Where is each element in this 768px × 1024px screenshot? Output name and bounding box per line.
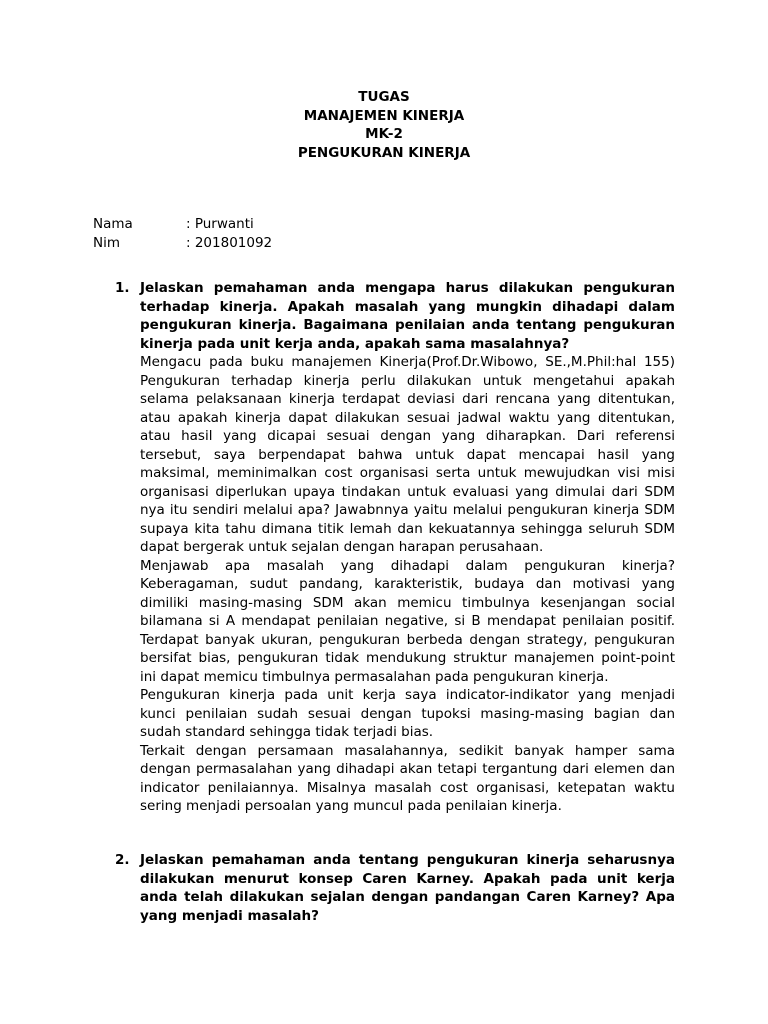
- nim-value: : 201801092: [186, 234, 273, 251]
- title-line-code: MK-2: [365, 126, 403, 142]
- answer-1: [140, 353, 675, 816]
- name-row: [93, 215, 272, 234]
- question-number: 1.: [115, 280, 130, 296]
- question-number: 2.: [115, 852, 130, 868]
- name-value: : Purwanti: [186, 216, 254, 232]
- question-1: [115, 279, 675, 816]
- title-line-course: MANAJEMEN KINERJA: [303, 107, 465, 124]
- nim-label: Nim: [93, 234, 120, 251]
- answer-paragraph: Mengacu pada buku manajemen Kinerja(Prof.Dr.Wibowo, SE.,M.Phil:hal 155) Pengukuran terhadap kinerja perlu dilakukan untuk mengetahui apakah selama pelaksanaan kinerja terdapat deviasi dari rencana yang ditentukan, atau apakah kinerja dapat dilakukan sesuai jadwal waktu yang ditentukan, atau hasil yang dicapai sesuai dengan yang diharapkan. Dari referensi tersebut, saya berpendapat bahwa untuk dapat mencapai hasil yang maksimal, meminimalkan cost organisasi serta untuk mewujudkan visi misi organisasi diperlukan upaya tindakan untuk evaluasi yang dimulai dari SDM nya itu sendiri melalui apa? Jawabnnya yaitu melalui pengukuran kinerja SDM supaya kita tahu dimana titik lemah dan kekuatannya sehingga seluruh SDM dapat bergerak untuk sejalan dengan harapan perusahaan.: [140, 354, 675, 555]
- nim-row: [93, 234, 272, 253]
- title-line-topic: PENGUKURAN KINERJA: [297, 144, 471, 161]
- answer-paragraph: Terkait dengan persamaan masalahannya, sedikit banyak hamper sama dengan permasalahan yang dihadapi akan tetapi tergantung dari elemen dan indicator penilaiannya. Misalnya masalah cost organisasi, ketepatan waktu sering menjadi persoalan yang muncul pada penilaian kinerja.: [140, 742, 675, 814]
- student-identity: [93, 215, 272, 252]
- question-2: [115, 851, 675, 925]
- title-line-tugas: TUGAS: [358, 89, 410, 105]
- document-title: [0, 88, 768, 162]
- question-text: Jelaskan pemahaman anda mengapa harus dilakukan pengukuran terhadap kinerja. Apakah masalah yang mungkin dihadapi dalam pengukuran kinerja. Bagaimana penilaian anda tentang pengukuran kinerja pada unit kerja anda, apakah sama masalahnya?: [140, 280, 675, 352]
- question-text: Jelaskan pemahaman anda tentang pengukuran kinerja seharusnya dilakukan menurut konsep Caren Karney. Apakah pada unit kerja anda telah dilakukan sejalan dengan pandangan Caren Karney? Apa yang menjadi masalah?: [140, 852, 675, 924]
- name-label: Nama: [93, 216, 133, 232]
- answer-paragraph: Pengukuran kinerja pada unit kerja saya indicator-indikator yang menjadi kunci penilaian sudah sesuai dengan tupoksi masing-masing bagian dan sudah standard sehingga tidak terjadi bias.: [140, 687, 675, 740]
- answer-paragraph: Menjawab apa masalah yang dihadapi dalam pengukuran kinerja? Keberagaman, sudut pandang, karakteristik, budaya dan motivasi yang dimiliki masing-masing SDM akan memicu timbulnya kesenjangan social bilamana si A mendapat penilaian negative, si B mendapat penilaian positif. Terdapat banyak ukuran, pengukuran berbeda dengan strategy, pengukuran bersifat bias, pengukuran tidak mendukung struktur manajemen point-point ini dapat memicu timbulnya permasalahan pada pengukuran kinerja.: [140, 557, 675, 685]
